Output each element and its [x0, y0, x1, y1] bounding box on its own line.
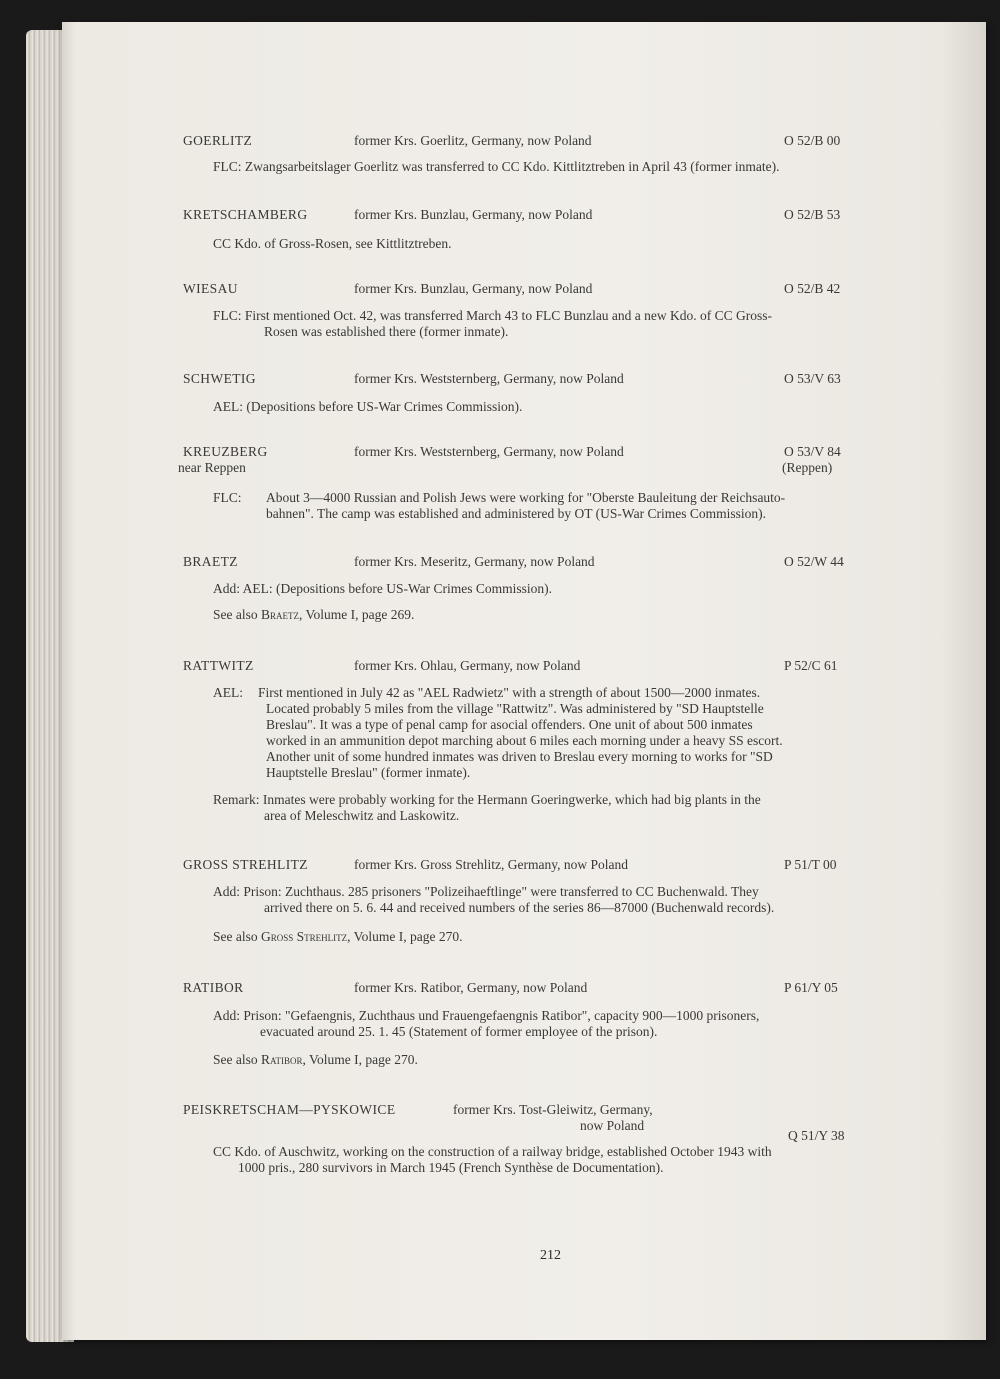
entry-location: former Krs. Ratibor, Germany, now Poland — [354, 980, 588, 995]
entry-text-line: Rosen was established there (former inmate). — [264, 324, 509, 339]
entry-text-line: First mentioned in July 42 as "AEL Radwietz" with a strength of about 1500—2000 inmates. — [258, 685, 761, 700]
entry-location: former Krs. Goerlitz, Germany, now Poland — [354, 133, 592, 148]
entry-name: RATTWITZ — [183, 658, 254, 673]
entry-text-line: CC Kdo. of Auschwitz, working on the construction of a railway bridge, established October 1943 with — [213, 1144, 772, 1159]
entry-coordinates: P 51/T 00 — [784, 857, 837, 872]
entry-coordinates: P 61/Y 05 — [784, 980, 838, 995]
entry-text-line: About 3—4000 Russian and Polish Jews were working for "Oberste Bauleitung der Reichsauto- — [266, 490, 786, 505]
entry-location-sub: now Poland — [580, 1118, 645, 1133]
entry-location: former Krs. Weststernberg, Germany, now Poland — [354, 371, 624, 386]
entry-text: FLC: Zwangsarbeitslager Goerlitz was transferred to CC Kdo. Kittlitztreben in April 43 (former inmate). — [213, 159, 780, 174]
see-also-ref: Braetz — [261, 607, 299, 622]
entry-text-line: Breslau". It was a type of penal camp for asocial offenders. One unit of about 500 inmates — [266, 717, 753, 732]
see-also-prefix: See also — [213, 1052, 258, 1067]
entry-coordinates: P 52/C 61 — [784, 658, 838, 673]
entry-location: former Krs. Gross Strehlitz, Germany, now Poland — [354, 857, 628, 872]
entry-remark-line: area of Meleschwitz and Laskowitz. — [264, 808, 460, 823]
entry-coordinates: O 52/W 44 — [784, 554, 844, 569]
entry-location: former Krs. Bunzlau, Germany, now Poland — [354, 281, 593, 296]
entry-name: KRETSCHAMBERG — [183, 207, 308, 222]
entry-name: BRAETZ — [183, 554, 238, 569]
entry-text: AEL: (Depositions before US-War Crimes Commission). — [213, 399, 523, 414]
entry-location: former Krs. Bunzlau, Germany, now Poland — [354, 207, 593, 222]
entry-coordinates: O 53/V 63 — [784, 371, 841, 386]
entry-name: WIESAU — [183, 281, 238, 296]
entry-label: AEL: — [213, 685, 243, 700]
entry-text: CC Kdo. of Gross-Rosen, see Kittlitztreben. — [213, 236, 452, 251]
entry-location: former Krs. Tost-Gleiwitz, Germany, — [453, 1102, 653, 1117]
entry-coordinates: O 52/B 53 — [784, 207, 841, 222]
entry-name: PEISKRETSCHAM—PYSKOWICE — [183, 1102, 396, 1117]
entry-text-line: Add: Prison: "Gefaengnis, Zuchthaus und Frauengefaengnis Ratibor", capacity 900—1000 prisoners, — [213, 1008, 760, 1023]
see-also-suffix: , Volume I, page 269. — [299, 607, 415, 622]
entry-name: SCHWETIG — [183, 371, 256, 386]
entry-name: KREUZBERG — [183, 444, 268, 459]
entry-location: former Krs. Meseritz, Germany, now Poland — [354, 554, 595, 569]
entry-name: RATIBOR — [183, 980, 244, 995]
see-also-suffix: , Volume I, page 270. — [302, 1052, 418, 1067]
page-number: 212 — [540, 1248, 561, 1263]
entry-text-line: Located probably 5 miles from the village "Rattwitz". Was administered by "SD Hauptstelle — [266, 701, 764, 716]
entry-text-line: FLC: First mentioned Oct. 42, was transferred March 43 to FLC Bunzlau and a new Kdo. of CC Gross- — [213, 308, 773, 323]
see-also-prefix: See also — [213, 929, 258, 944]
entry-label: FLC: — [213, 490, 242, 505]
entry-coordinates: O 53/V 84 — [784, 444, 841, 459]
entry-text-line: Another unit of some hundred inmates was driven to Breslau every morning to works for "SD — [266, 749, 773, 764]
see-also-ref: Ratibor — [261, 1052, 303, 1067]
entry-text-line: Add: Prison: Zuchthaus. 285 prisoners "Polizeihaeftlinge" were transferred to CC Buchenwald. They — [213, 884, 759, 899]
entry-see-also — [213, 1052, 418, 1068]
entry-name: GROSS STREHLITZ — [183, 857, 308, 872]
entry-name: GOERLITZ — [183, 133, 253, 148]
entry-text-line: evacuated around 25. 1. 45 (Statement of former employee of the prison). — [260, 1024, 658, 1039]
entry-coordinates-sub: (Reppen) — [782, 460, 833, 475]
entry-coordinates: O 52/B 42 — [784, 281, 841, 296]
entry-text-line: 1000 pris., 280 survivors in March 1945 (French Synthèse de Documentation). — [238, 1160, 664, 1175]
entry-see-also — [213, 607, 414, 623]
see-also-prefix: See also — [213, 607, 258, 622]
entry-coordinates: Q 51/Y 38 — [788, 1128, 845, 1143]
entry-text-line: Hauptstelle Breslau" (former inmate). — [266, 765, 471, 780]
entry-name-sub: near Reppen — [178, 460, 246, 475]
entry-coordinates: O 52/B 00 — [784, 133, 841, 148]
see-also-ref: Gross Strehlitz — [261, 929, 348, 944]
entry-text-line: bahnen". The camp was established and administered by OT (US-War Crimes Commission). — [266, 506, 766, 521]
entry-location: former Krs. Weststernberg, Germany, now Poland — [354, 444, 624, 459]
entry-see-also — [213, 929, 463, 945]
entry-text-line: worked in an ammunition depot marching about 6 miles each morning under a heavy SS escort. — [266, 733, 783, 748]
entry-text: Add: AEL: (Depositions before US-War Crimes Commission). — [213, 581, 553, 596]
entry-remark-line: Remark: Inmates were probably working for the Hermann Goeringwerke, which had big plants in the — [213, 792, 761, 807]
entry-text-line: arrived there on 5. 6. 44 and received numbers of the series 86—87000 (Buchenwald records). — [264, 900, 775, 915]
entry-location: former Krs. Ohlau, Germany, now Poland — [354, 658, 581, 673]
see-also-suffix: , Volume I, page 270. — [347, 929, 463, 944]
